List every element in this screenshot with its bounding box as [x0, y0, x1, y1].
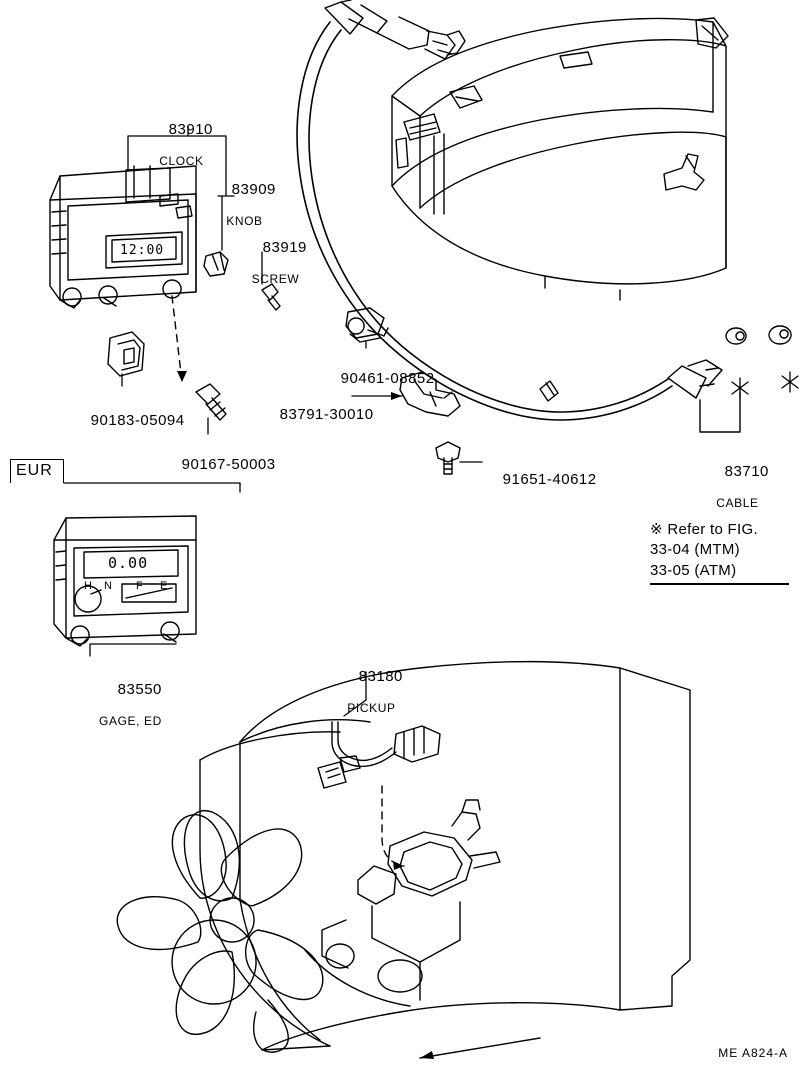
part-number-90461-08852: 90461-08852 [340, 369, 435, 387]
part-callout-83919 [244, 223, 307, 320]
reference-note-line1: ※ Refer to FIG. [650, 521, 758, 538]
part-number-83791-30010: 83791-30010 [279, 405, 374, 423]
clock-lcd-readout: 12:00 [120, 243, 165, 258]
part-name-83180: PICKUP [347, 701, 396, 716]
part-number-90183-05094: 90183-05094 [90, 411, 185, 429]
gage-scale-n-label: N [104, 580, 113, 592]
part-callout-83910 [150, 105, 213, 202]
assembly-dash-line [172, 296, 182, 382]
gage-scale-h-label: H [84, 580, 93, 592]
reference-note-line2: 33-04 (MTM) [650, 541, 740, 559]
part-number-83550: 83550 [117, 680, 162, 698]
reference-asterisk-marks [732, 372, 798, 398]
part-number-83710: 83710 [724, 462, 769, 480]
part-name-83919: SCREW [251, 272, 300, 287]
part-number-90167-50003: 90167-50003 [181, 455, 276, 473]
part-name-83910: CLOCK [159, 154, 204, 169]
reference-note-line3: 33-05 (ATM) [650, 561, 737, 579]
gage-scale-e-label: E [160, 580, 168, 592]
part-callout-83550 [99, 665, 162, 762]
reference-note-underline [650, 583, 789, 585]
clamp-90461-drawing [346, 308, 388, 342]
bolt-91651-drawing [436, 442, 460, 474]
part-number-91651-40612: 91651-40612 [502, 470, 597, 488]
clip-90183-drawing [108, 332, 144, 376]
speed-pickup-drawing [318, 722, 500, 1000]
cooling-fan-drawing [117, 811, 323, 1053]
sheet-code: ME A824-A [718, 1046, 788, 1060]
part-number-83180: 83180 [358, 667, 403, 685]
part-callout-91651-40612 [484, 455, 597, 505]
part-callout-83180 [340, 652, 403, 749]
part-number-83909: 83909 [231, 180, 276, 198]
part-callout-83791-30010 [261, 390, 374, 440]
part-number-83910: 83910 [168, 120, 213, 138]
instrument-cluster-drawing [392, 18, 728, 300]
part-number-83919: 83919 [262, 238, 307, 256]
part-callout-90167-50003 [163, 440, 276, 490]
transmission-drawing [200, 662, 690, 1059]
gage-lcd-readout: 0.00 [108, 554, 149, 572]
screw-90167-drawing [196, 384, 226, 420]
part-name-83550: GAGE, ED [99, 714, 162, 729]
figure-reference-note [650, 520, 790, 585]
gage-scale-f-label: F [136, 580, 144, 592]
eur-region-label: EUR [16, 462, 53, 479]
part-name-83909: KNOB [226, 214, 263, 229]
part-callout-90183-05094 [72, 396, 185, 446]
gage-83550-drawing [54, 516, 196, 646]
part-name-83710: CABLE [716, 496, 759, 511]
